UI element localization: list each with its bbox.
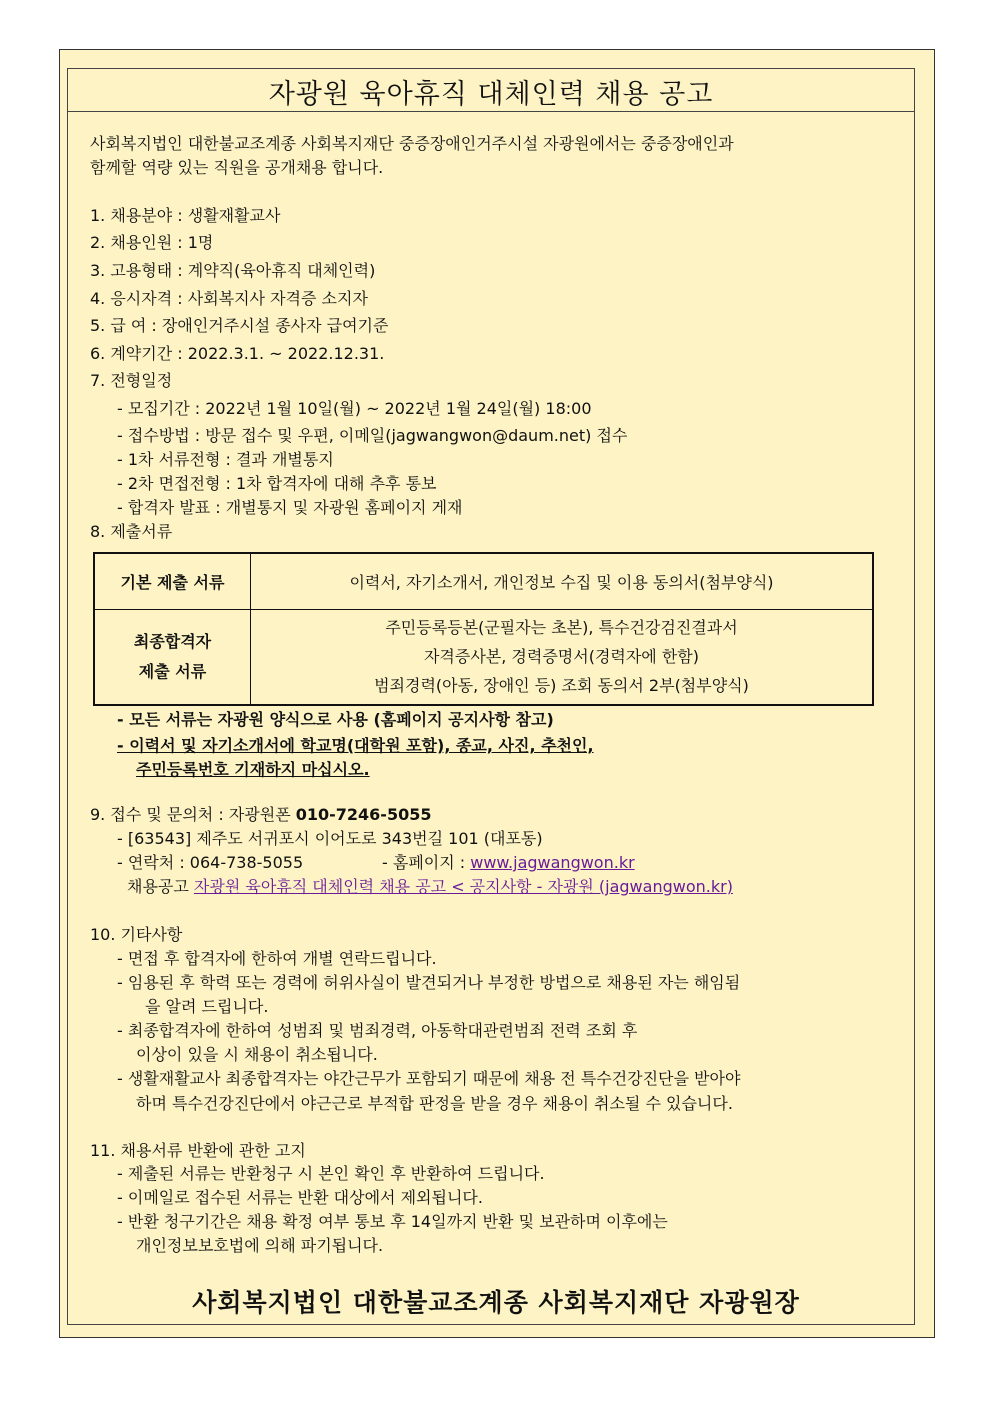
schedule-line-first: - 1차 서류전형 : 결과 개별통지 (117, 450, 334, 469)
final-docs-value-2: 자격증사본, 경력증명서(경력자에 한함) (423, 647, 700, 667)
basic-docs-value: 이력서, 자기소개서, 개인정보 수집 및 이용 동의서(첨부양식) (251, 553, 874, 609)
documents-heading: 8. 제출서류 (90, 522, 173, 541)
etc-line-3: 을 알려 드립니다. (145, 997, 269, 1016)
final-docs-label-1: 최종합격자 (133, 631, 212, 651)
documents-table (93, 552, 874, 706)
intro-line-1: 사회복지법인 대한불교조계종 사회복지재단 중증장애인거주시설 자광원에서는 중증장애인과 (90, 134, 734, 153)
final-docs-label-2: 제출 서류 (138, 661, 207, 681)
homepage-label: - 홈페이지 : (382, 853, 471, 872)
final-docs-value-1: 주민등록등본(군필자는 초본), 특수건강검진결과서 (385, 618, 738, 638)
contact-tel: - 연락처 : 064-738-5055 (117, 853, 304, 872)
return-line-1: - 제출된 서류는 반환청구 시 본인 확인 후 반환하여 드립니다. (117, 1164, 545, 1183)
documents-note-warning-2: 주민등록번호 기재하지 마십시오. (136, 760, 370, 779)
schedule-line-method: - 접수방법 : 방문 접수 및 우편, 이메일(jagwangwon@daum.net) 접수 (117, 426, 628, 445)
title-block (67, 68, 915, 112)
table-row (94, 553, 873, 609)
contact-address: - [63543] 제주도 서귀포시 이어도로 343번길 101 (대포동) (117, 829, 543, 848)
notice-link[interactable]: 자광원 육아휴직 대체인력 채용 공고 < 공지사항 - 자광원 (jagwangwon.kr) (193, 877, 733, 896)
schedule-heading: 7. 전형일정 (90, 371, 173, 390)
item-headcount: 2. 채용인원 : 1명 (90, 233, 214, 252)
intro-line-2: 함께할 역량 있는 직원을 공개채용 합니다. (90, 158, 384, 177)
final-docs-label (94, 609, 251, 705)
etc-line-7: 하며 특수건강진단에서 야근근로 부적합 판정을 받을 경우 채용이 취소될 수 있습니다. (136, 1094, 733, 1113)
etc-heading: 10. 기타사항 (90, 925, 183, 944)
item-salary: 5. 급 여 : 장애인거주시설 종사자 급여기준 (90, 316, 389, 335)
contact-phone: 010-7246-5055 (295, 805, 432, 824)
return-heading: 11. 채용서류 반환에 관한 고지 (90, 1141, 306, 1160)
item-field: 1. 채용분야 : 생활재활교사 (90, 206, 281, 225)
documents-note-warning-1: - 이력서 및 자기소개서에 학교명(대학원 포함), 종교, 사진, 추천인, (117, 736, 594, 755)
return-line-2: - 이메일로 접수된 서류는 반환 대상에서 제외됩니다. (117, 1188, 483, 1207)
etc-line-1: - 면접 후 합격자에 한하여 개별 연락드립니다. (117, 949, 437, 968)
basic-docs-label: 기본 제출 서류 (94, 553, 251, 609)
contact-heading (90, 805, 431, 825)
return-line-4: 개인정보보호법에 의해 파기됩니다. (136, 1236, 384, 1255)
notice-label: 채용공고 (127, 877, 194, 896)
page-title: 자광원 육아휴직 대체인력 채용 공고 (268, 79, 714, 110)
etc-line-5: 이상이 있을 시 채용이 취소됩니다. (136, 1045, 378, 1064)
schedule-line-recruit: - 모집기간 : 2022년 1월 10일(월) ~ 2022년 1월 24일(월) 18:00 (117, 399, 592, 418)
contact-notice (127, 877, 733, 897)
final-docs-value-3: 범죄경력(아동, 장애인 등) 조회 동의서 2부(첨부양식) (374, 676, 749, 696)
etc-line-6: - 생활재활교사 최종합격자는 야간근무가 포함되기 때문에 채용 전 특수건강진단을 받아야 (117, 1069, 741, 1088)
final-docs-value (251, 609, 874, 705)
etc-line-2: - 임용된 후 학력 또는 경력에 허위사실이 발견되거나 부정한 방법으로 채용된 자는 해임됨 (117, 973, 741, 992)
item-contract-period: 6. 계약기간 : 2022.3.1. ~ 2022.12.31. (90, 344, 385, 363)
contact-heading-text: 9. 접수 및 문의처 : 자광원폰 (90, 805, 296, 824)
contact-homepage (382, 853, 635, 873)
table-row (94, 609, 873, 705)
schedule-line-second: - 2차 면접전형 : 1차 합격자에 대해 추후 통보 (117, 474, 437, 493)
item-qualification: 4. 응시자격 : 사회복지사 자격증 소지자 (90, 289, 368, 308)
schedule-line-announce: - 합격자 발표 : 개별통지 및 자광원 홈페이지 게재 (117, 498, 463, 517)
documents-note-form: - 모든 서류는 자광원 양식으로 사용 (홈페이지 공지사항 참고) (117, 710, 554, 729)
issuer-signature: 사회복지법인 대한불교조계종 사회복지재단 자광원장 (192, 1288, 800, 1317)
return-line-3: - 반환 청구기간은 채용 확정 여부 통보 후 14일까지 반환 및 보관하며 이후에는 (117, 1212, 668, 1231)
homepage-link[interactable]: www.jagwangwon.kr (470, 853, 635, 872)
etc-line-4: - 최종합격자에 한하여 성범죄 및 범죄경력, 아동학대관련범죄 전력 조회 후 (117, 1021, 638, 1040)
item-employment-type: 3. 고용형태 : 계약직(육아휴직 대체인력) (90, 261, 376, 280)
